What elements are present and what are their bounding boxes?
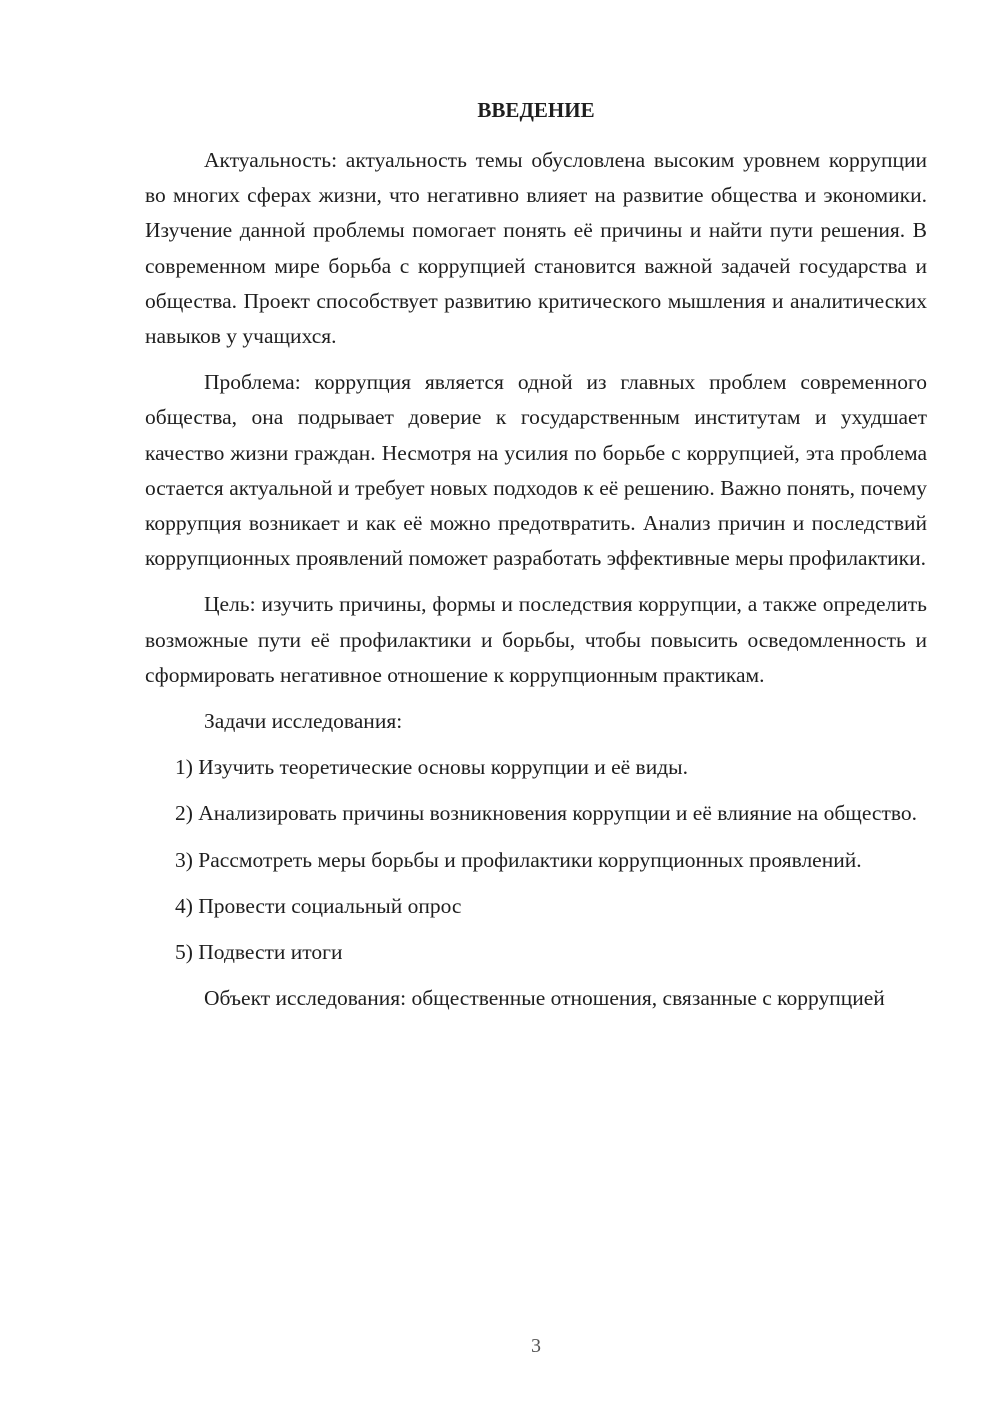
- page-number: 3: [531, 1335, 541, 1357]
- task-item-2: 2) Анализировать причины возникновения коррупции и её влияние на общество.: [175, 801, 917, 826]
- task-item-1: 1) Изучить теоретические основы коррупции и её виды.: [175, 755, 688, 780]
- paragraph-object: Объект исследования: общественные отношения, связанные с коррупцией: [204, 986, 885, 1011]
- paragraph-problem: Проблема: коррупция является одной из главных проблем современного общества, она подрывает доверие к государственным институтам и ухудшает качество жизни граждан. Несмотря на усилия по борьбе с коррупцией, эта проблема остается актуальной и требует новых подходов к её решению. Важно понять, почему коррупция возникает и как её можно предотвратить. Анализ причин и последствий коррупционных проявлений поможет разработать эффективные меры профилактики.: [145, 370, 927, 571]
- task-item-4: 4) Провести социальный опрос: [175, 893, 462, 918]
- task-item-3: 3) Рассмотреть меры борьбы и профилактики коррупционных проявлений.: [175, 847, 862, 872]
- paragraph-relevance: Актуальность: актуальность темы обусловлена высоким уровнем коррупции во многих сферах жизни, что негативно влияет на развитие общества и экономики. Изучение данной проблемы помогает понять её причины и найти пути решения. В современном мире борьба с коррупцией становится важной задачей государства и общества. Проект способствует развитию критического мышления и аналитических навыков у учащихся.: [145, 148, 927, 349]
- section-heading: ВВЕДЕНИЕ: [477, 98, 595, 122]
- task-item-5: 5) Подвести итоги: [175, 940, 343, 965]
- tasks-heading: Задачи исследования:: [204, 709, 403, 734]
- body-text: [145, 143, 927, 1027]
- paragraph-goal: Цель: изучить причины, формы и последствия коррупции, а также определить возможные пути её профилактики и борьбы, чтобы повысить осведомленность и сформировать негативное отношение к коррупционным практикам.: [145, 592, 927, 687]
